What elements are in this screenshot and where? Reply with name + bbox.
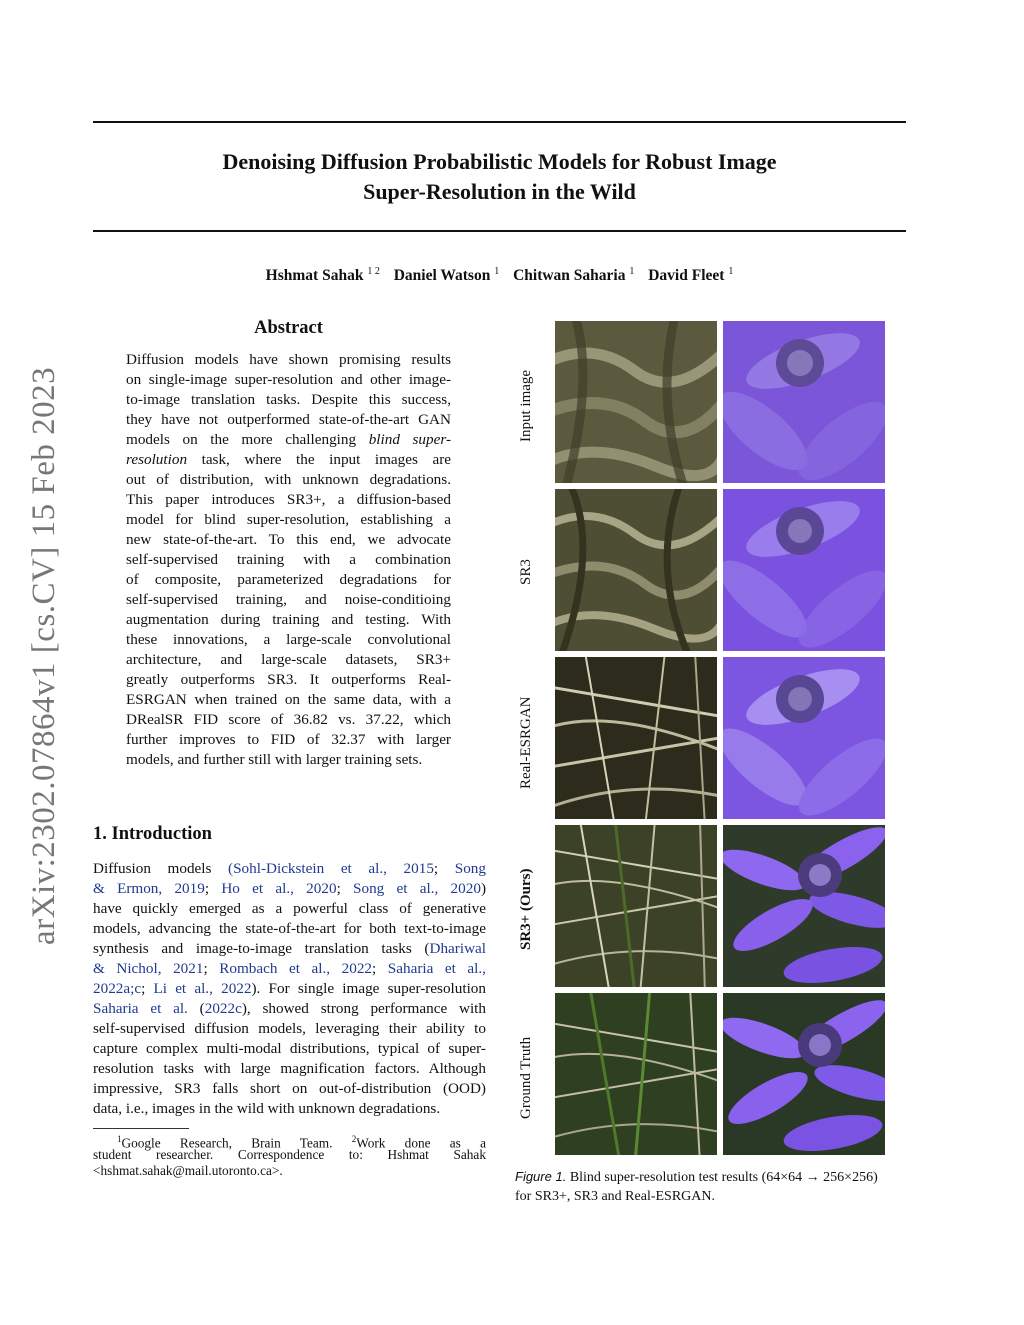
flower-image-real-esrgan	[723, 657, 885, 819]
footnote-rule	[93, 1128, 189, 1129]
author: Hshmat Sahak $^{1 2}$	[265, 266, 380, 285]
figure-row-label: SR3+ (Ours)	[518, 868, 534, 950]
figure-row-label: Ground Truth	[518, 1036, 534, 1119]
figure-caption: Figure 1. Blind super-resolution test results (64×64 → 256×256) for SR3+, SR3 and Real-ESRGAN.	[515, 1169, 878, 1204]
grass-image-ground-truth	[555, 993, 717, 1155]
title-top-rule	[93, 121, 906, 123]
author: Chitwan Saharia $^1$	[513, 266, 635, 285]
author: David Fleet $^1$	[648, 266, 734, 285]
figure-row-label: SR3	[518, 559, 534, 585]
flower-image-ground-truth	[723, 993, 885, 1155]
abstract-body: Diffusion models have shown promising results on single-image super-resolution and other image- to-image translation tasks. Despite this success, they have not outperformed state-of-the-art GAN models on the more challenging blind super- resolution task, where the input images are out of distribution, with unknown degradations. This paper introduces SR3+, a diffusion-based model for blind super-resolution, establishing a new state-of-the-art. To this end, we advocate self-supervised training with a combination of composite, parameterized degradations for self-supervised training, and noise-conditioing augmentation during training and testing. With these innovations, a large-scale convolutional architecture, and large-scale datasets, SR3+ greatly outperforms SR3. It outperforms Real- ESRGAN when trained on the same data, with a DRealSR FID score of 36.82 vs. 37.22, which further improves to FID of 32.37 with larger models, and further still with larger training sets.	[126, 351, 452, 768]
title-bottom-rule	[93, 230, 906, 232]
footnote: $^1$Google Research, Brain Team. $^2$Work done as a student researcher. Correspondence to: Hshmat Sahak <hshmat.sahak@mail.utoronto.ca>.	[93, 1134, 487, 1178]
abstract-heading: Abstract	[254, 318, 323, 338]
author: Daniel Watson $^1$	[393, 266, 500, 285]
introduction-body: Diffusion models (Sohl-Dickstein et al., 2015; Song & Ermon, 2019; Ho et al., 2020; Song et al., 2020) have quickly emerged as a powerful class of generative models, advancing the state-of-the-art for both text-to-image synthesis and image-to-image translation tasks (Dhariwal & Nichol, 2021; Rombach et al., 2022; Saharia et al., 2022a;c; Li et al., 2022). For single image super-resolution Saharia et al. (2022c), showed strong performance with self-supervised diffusion models, leveraging their ability to capture complex multi-modal distributions, typical of super- resolution tasks with large magnification factors. Although impressive, SR3 falls short on out-of-distribution (OOD) data, i.e., images in the wild with unknown degradations.	[93, 860, 486, 1117]
arxiv-stamp: arXiv:2302.07864v1 [cs.CV] 15 Feb 2023	[26, 366, 62, 945]
grass-image-sr3	[555, 489, 717, 651]
figure-row-label: Real-ESRGAN	[518, 696, 534, 789]
grass-image-input	[555, 321, 717, 483]
author-list	[93, 266, 906, 285]
flower-image-sr3	[723, 489, 885, 651]
paper-title	[93, 147, 906, 207]
title-line-2: Super-Resolution in the Wild	[363, 179, 636, 204]
section-heading-introduction: 1. Introduction	[93, 824, 212, 844]
title-line-1: Denoising Diffusion Probabilistic Models for Robust Image	[222, 149, 777, 174]
flower-image-input	[723, 321, 885, 483]
grass-image-real-esrgan	[555, 657, 717, 819]
flower-image-sr3-plus	[723, 825, 885, 987]
figure-row-label: Input image	[518, 369, 534, 442]
grass-image-sr3-plus	[555, 825, 717, 987]
